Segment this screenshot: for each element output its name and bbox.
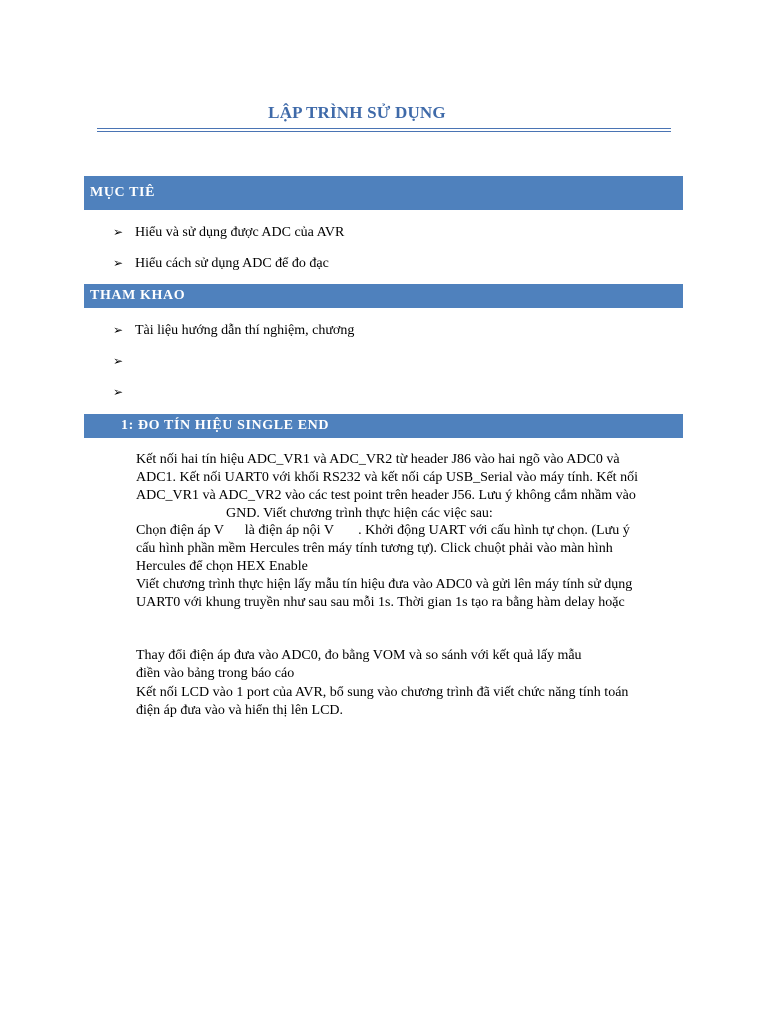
section-heading-exercise-1-text: 1: ĐO TÍN HIỆU SINGLE END: [121, 418, 330, 433]
section-heading-exercise-1: [84, 414, 683, 438]
paragraph-line: Viết chương trình thực hiện lấy mẫu tín hiệu đưa vào ADC0 và gửi lên máy tính sử dụng: [136, 577, 633, 592]
paragraph-line: điện áp đưa vào và hiển thị lên LCD.: [136, 703, 344, 718]
paragraph-line: GND. Viết chương trình thực hiện các việc sau:: [226, 506, 493, 521]
paragraph-line: Kết nối LCD vào 1 port của AVR, bổ sung vào chương trình đã viết chức năng tính toán: [136, 685, 629, 700]
paragraph-line: Hercules để chọn HEX Enable: [136, 559, 308, 574]
arrow-bullet-icon: ➢: [113, 385, 124, 399]
paragraph-line: Chọn điện áp V là điện áp nội V . Khởi động UART với cấu hình tự chọn. (Lưu ý: [136, 523, 630, 538]
arrow-bullet-icon: ➢: [113, 256, 124, 270]
list-item: [113, 383, 135, 402]
list-item: [113, 321, 354, 340]
paragraph-line: ADC_VR1 và ADC_VR2 vào các test point trên header J56. Lưu ý không cắm nhầm vào: [136, 488, 636, 503]
section-heading-references-text: THAM KHAO: [90, 288, 186, 303]
page-title: LẬP TRÌNH SỬ DỤNG: [268, 103, 446, 122]
list-item: [113, 352, 135, 371]
paragraph-line: Kết nối hai tín hiệu ADC_VR1 và ADC_VR2 từ header J86 vào hai ngõ vào ADC0 và: [136, 452, 620, 467]
list-item: [113, 254, 329, 273]
section-heading-objectives: [84, 176, 683, 210]
list-item-text: Hiểu cách sử dụng ADC để đo đạc: [135, 256, 329, 271]
section-heading-references: [84, 284, 683, 308]
title-rule-bottom: [97, 131, 671, 132]
paragraph-line: Thay đổi điện áp đưa vào ADC0, đo bằng VOM và so sánh với kết quả lấy mẫu: [136, 648, 582, 663]
list-item-text: Hiểu và sử dụng được ADC của AVR: [135, 225, 345, 240]
paragraph-line: ADC1. Kết nối UART0 với khối RS232 và kết nối cáp USB_Serial vào máy tính. Kết nối: [136, 470, 638, 485]
paragraph-line: điền vào bảng trong báo cáo: [136, 666, 295, 681]
list-item: [113, 223, 344, 242]
section-heading-objectives-text: MỤC TIÊ: [90, 185, 156, 200]
paragraph-line: cấu hình phần mềm Hercules trên máy tính tương tự). Click chuột phải vào màn hình: [136, 541, 613, 556]
arrow-bullet-icon: ➢: [113, 354, 124, 368]
list-item-text: Tài liệu hướng dẫn thí nghiệm, chương: [135, 323, 355, 338]
arrow-bullet-icon: ➢: [113, 225, 124, 239]
arrow-bullet-icon: ➢: [113, 323, 124, 337]
title-rule-top: [97, 128, 671, 129]
paragraph-line: UART0 với khung truyền như sau sau mỗi 1s. Thời gian 1s tạo ra bằng hàm delay hoặc: [136, 595, 625, 610]
